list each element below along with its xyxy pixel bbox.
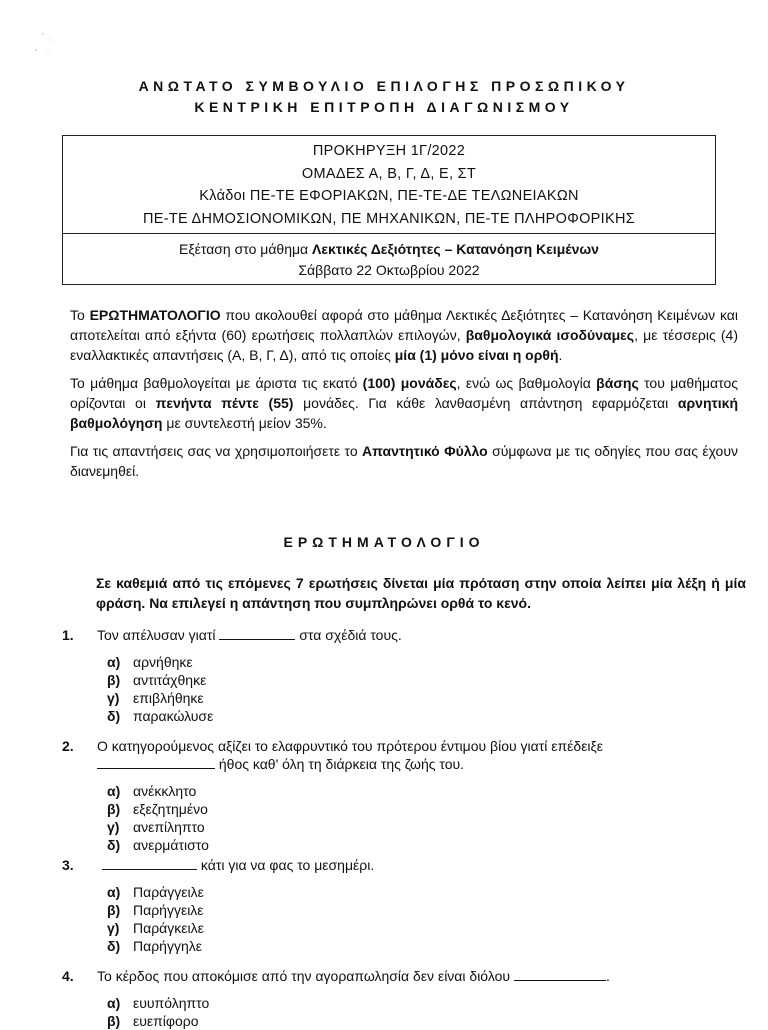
intro-paragraph-2: Το μάθημα βαθμολογείται με άριστα τις εκατό (100) μονάδες, ενώ ως βαθμολογία βάσης του μαθήματος ορίζονται οι πενήντα πέντε (55) μονάδες. Για κάθε λανθασμένη απάντηση εφαρμόζεται αρνητική βαθμολόγηση με συντελεστή μείον 35%. xyxy=(70,375,739,431)
option-d[interactable]: δ) Παρήγγηλε xyxy=(107,938,202,954)
branches-line-2: ΠΕ-ΤΕ ΔΗΜΟΣΙΟΝΟΜΙΚΩΝ, ΠΕ ΜΗΧΑΝΙΚΩΝ, ΠΕ-ΤΕ ΠΛΗΡΟΦΟΡΙΚΗΣ xyxy=(143,210,635,227)
exam-subject-line: Εξέταση στο μάθημα Λεκτικές Δεξιότητες – Κατανόηση Κειμένων xyxy=(179,241,599,257)
options-list xyxy=(107,782,752,854)
header-line-2: ΚΕΝΤΡΙΚΗ ΕΠΙΤΡΟΠΗ ΔΙΑΓΩΝΙΣΜΟΥ xyxy=(194,99,574,115)
option-b[interactable]: β) αντιτάχθηκε xyxy=(107,672,207,688)
intro-paragraph-3: Για τις απαντήσεις σας να χρησιμοποιήσετε το Απαντητικό Φύλλο σύμφωνα με τις οδηγίες που σας έχουν διανεμηθεί. xyxy=(70,443,738,479)
option-c[interactable]: γ) επιβλήθηκε xyxy=(107,690,204,706)
question-3 xyxy=(62,856,752,955)
answer-blank xyxy=(102,856,197,870)
announcement-box xyxy=(62,135,716,285)
question-stem: Το κέρδος που αποκόμισε από την αγοραπωλησία δεν είναι διόλου . xyxy=(97,968,610,984)
question-2 xyxy=(62,737,752,854)
announcement-number: ΠΡΟΚΗΡΥΞΗ 1Γ/2022 xyxy=(312,143,466,159)
question-stem: Ο κατηγορούμενος αξίζει το ελαφρυντικό του πρότερου έντιμου βίου γιατί επέδειξε ήθος καθ' όλη τη διάρκεια της ζωής του. xyxy=(97,738,604,772)
question-1 xyxy=(62,626,752,725)
scan-specks xyxy=(28,28,58,68)
options-list xyxy=(107,653,752,725)
option-b[interactable]: β) Παρήγγειλε xyxy=(107,902,204,918)
exam-date: Σάββατο 22 Οκτωβρίου 2022 xyxy=(298,262,480,278)
document-header xyxy=(0,76,768,118)
header-line-1: ΑΝΩΤΑΤΟ ΣΥΜΒΟΥΛΙΟ ΕΠΙΛΟΓΗΣ ΠΡΟΣΩΠΙΚΟΥ xyxy=(138,78,630,94)
option-d[interactable]: δ) ανερμάτιστο xyxy=(107,837,209,853)
option-a[interactable]: α) Παράγγειλε xyxy=(107,884,204,900)
option-d[interactable]: δ) παρακώλυσε xyxy=(107,708,214,724)
question-number: 4. xyxy=(62,968,74,984)
question-number: 2. xyxy=(62,738,74,754)
options-list xyxy=(107,883,752,955)
questionnaire-title: ΕΡΩΤΗΜΑΤΟΛΟΓΙΟ xyxy=(283,534,485,550)
groups-line: ΟΜΑΔΕΣ Α, Β, Γ, Δ, Ε, ΣΤ xyxy=(301,165,477,182)
option-c[interactable]: γ) Παράγκειλε xyxy=(107,920,204,936)
intro-text xyxy=(70,305,738,489)
option-b[interactable]: β) εξεζητημένο xyxy=(107,801,208,817)
option-a[interactable]: α) ευυπόληπτο xyxy=(107,995,210,1011)
branches-line-1: Κλάδοι ΠΕ-ΤΕ ΕΦΟΡΙΑΚΩΝ, ΠΕ-ΤΕ-ΔΕ ΤΕΛΩΝΕΙΑΚΩΝ xyxy=(199,188,579,204)
question-stem: κάτι για να φας το μεσημέρι. xyxy=(102,856,752,874)
options-list xyxy=(107,994,752,1030)
exam-subject: Λεκτικές Δεξιότητες – Κατανόηση Κειμένων xyxy=(312,241,599,257)
option-c[interactable]: γ) ανεπίληπτο xyxy=(107,819,205,835)
instructions: Σε καθεμιά από τις επόμενες 7 ερωτήσεις δίνεται μία πρόταση στην οποία λείπει μία λέξη ή μία φράση. Να επιλεγεί η απάντηση που συμπληρώνει ορθά το κενό. xyxy=(96,575,746,611)
option-a[interactable]: α) αρνήθηκε xyxy=(107,654,193,670)
question-number: 3. xyxy=(62,857,74,873)
intro-paragraph-1: Το ΕΡΩΤΗΜΑΤΟΛΟΓΙΟ που ακολουθεί αφορά στο μάθημα Λεκτικές Δεξιότητες – Κατανόηση Κειμένων και αποτελείται από εξήντα (60) ερωτήσεις πολλαπλών επιλογών, βαθμολογικά ισοδύναμες, με τέσσερις (4) εναλλακτικές απαντήσεις (Α, Β, Γ, Δ), από τις οποίες μία (1) μόνο είναι η ορθή. xyxy=(70,307,739,363)
question-4 xyxy=(62,967,752,1030)
question-stem: Τον απέλυσαν γιατί στα σχέδιά τους. xyxy=(97,627,402,643)
answer-blank xyxy=(514,967,606,981)
option-b[interactable]: β) ευεπίφορο xyxy=(107,1013,199,1029)
option-a[interactable]: α) ανέκκλητο xyxy=(107,783,197,799)
question-number: 1. xyxy=(62,627,74,643)
answer-blank xyxy=(219,626,295,640)
answer-blank xyxy=(97,755,215,769)
